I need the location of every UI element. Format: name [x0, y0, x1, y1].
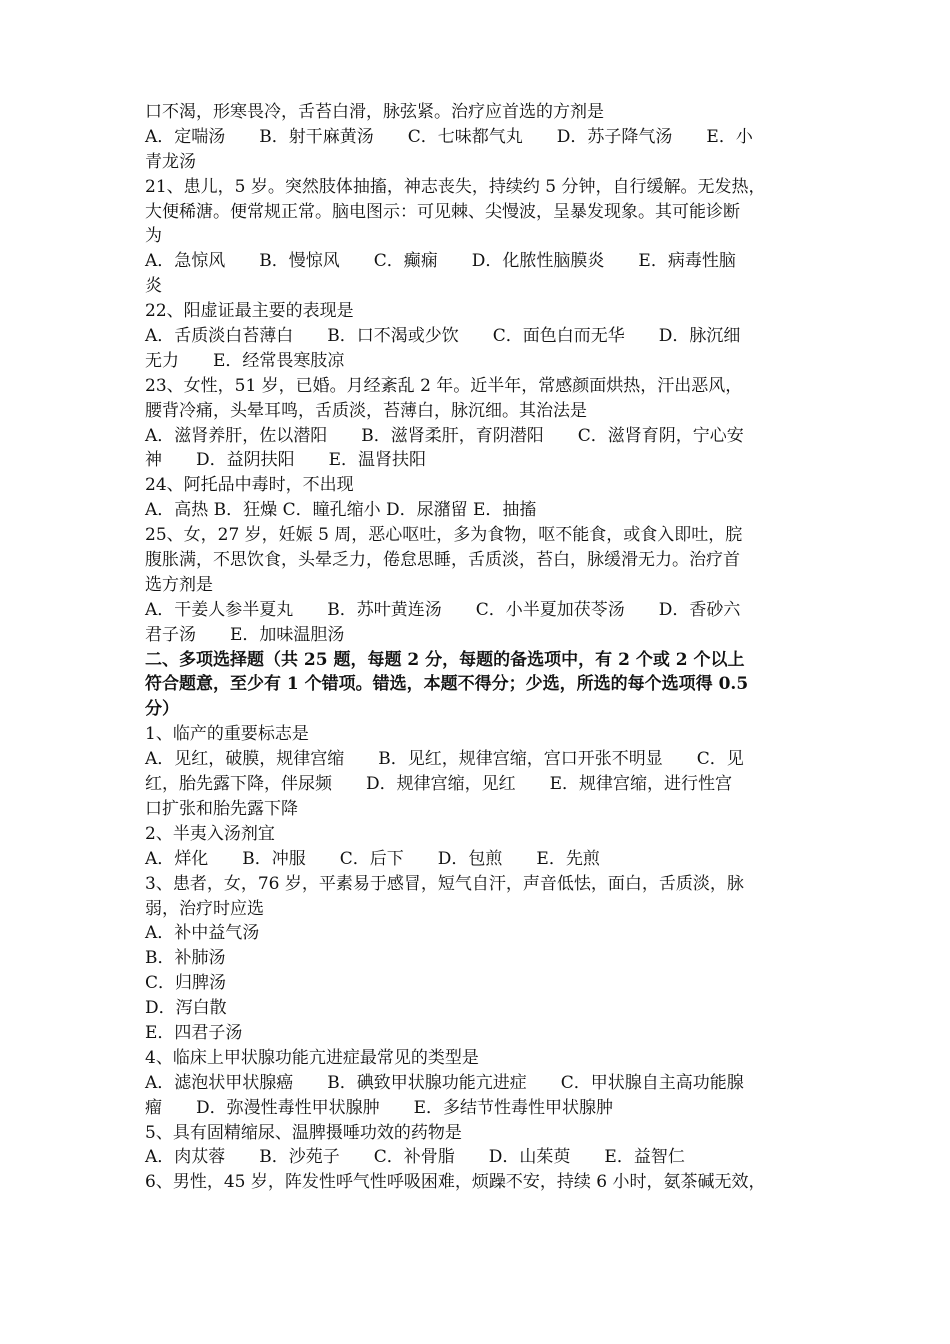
text-line: A．滤泡状甲状腺癌 B．碘致甲状腺功能亢进症 C．甲状腺自主高功能腺: [145, 1072, 744, 1093]
text-line: A．烊化 B．冲服 C．后下 D．包煎 E．先煎: [145, 848, 600, 869]
text-line: 5、具有固精缩尿、温脾摄唾功效的药物是: [145, 1122, 462, 1143]
text-line: A．急惊风 B．慢惊风 C．癫痫 D．化脓性脑膜炎 E．病毒性脑: [145, 251, 736, 272]
text-line: 弱，治疗时应选: [145, 898, 264, 919]
text-line: 口不渴，形寒畏冷，舌苔白滑，脉弦紧。治疗应首选的方剂是: [145, 102, 604, 122]
text-line: 6、男性，45 岁，阵发性呼气性呼吸困难，烦躁不安，持续 6 小时，氨茶碱无效，: [145, 1172, 766, 1193]
text-line: 22、阳虚证最主要的表现是: [145, 301, 354, 322]
text-line: 24、阿托品中毒时，不出现: [145, 475, 354, 496]
text-line: 2、半夷入汤剂宜: [145, 823, 275, 844]
section-heading-line: 二、多项选择题（共 25 题，每题 2 分，每题的备选项中，有 2 个或 2 个以上: [145, 649, 745, 670]
text-line: B．补肺汤: [145, 948, 226, 969]
text-line: 口扩张和胎先露下降: [145, 798, 298, 819]
text-line: A．定喘汤 B．射干麻黄汤 C．七味都气丸 D．苏子降气汤 E．小: [145, 126, 753, 147]
text-line: 无力 E．经常畏寒肢凉: [145, 350, 345, 371]
text-line: 君子汤 E．加味温胆汤: [145, 624, 345, 645]
section-heading-line: 符合题意，至少有 1 个错项。错选，本题不得分；少选，所选的每个选项得 0.5: [145, 674, 749, 695]
text-line: 25、女，27 岁，妊娠 5 周，恶心呕吐，多为食物，呕不能食，或食入即吐，脘: [145, 525, 743, 546]
text-line: A．滋肾养肝，佐以潜阳 B．滋肾柔肝，育阴潜阳 C．滋肾育阴，宁心安: [145, 425, 744, 446]
text-line: 选方剂是: [145, 574, 213, 595]
text-line: 23、女性，51 岁，已婚。月经紊乱 2 年。近半年，常感颜面烘热，汗出恶风，: [145, 375, 743, 396]
text-line: A．舌质淡白苔薄白 B．口不渴或少饮 C．面色白而无华 D．脉沉细: [145, 326, 741, 347]
text-line: A．见红，破膜，规律宫缩 B．见红，规律宫缩，宫口开张不明显 C．见: [145, 749, 744, 770]
text-line: A．补中益气汤: [145, 923, 260, 944]
text-line: 大便稀溏。便常规正常。脑电图示：可见棘、尖慢波，呈暴发现象。其可能诊断: [145, 201, 740, 222]
text-line: 青龙汤: [145, 151, 196, 172]
text-line: 红，胎先露下降，伴尿频 D．规律宫缩，见红 E．规律宫缩，进行性宫: [145, 774, 733, 795]
document-page: [145, 100, 810, 1195]
text-line: A．高热 B．狂燥 C．瞳孔缩小 D．尿潴留 E．抽搐: [145, 500, 537, 521]
text-line: 1、临产的重要标志是: [145, 724, 309, 745]
section-heading-line: 分）: [145, 699, 179, 720]
text-line: A．肉苁蓉 B．沙苑子 C．补骨脂 D．山茱萸 E．益智仁: [145, 1147, 685, 1168]
text-line: 炎: [145, 276, 162, 297]
text-line: A．干姜人参半夏丸 B．苏叶黄连汤 C．小半夏加茯苓汤 D．香砂六: [145, 599, 741, 620]
text-line: 腹胀满，不思饮食，头晕乏力，倦怠思睡，舌质淡，苔白，脉缓滑无力。治疗首: [145, 550, 740, 571]
text-line: 神 D．益阴扶阳 E．温肾扶阳: [145, 450, 427, 471]
text-line: 21、患儿，5 岁。突然肢体抽搐，神志丧失，持续约 5 分钟，自行缓解。无发热，: [145, 176, 766, 197]
text-line: 4、临床上甲状腺功能亢进症最常见的类型是: [145, 1047, 479, 1068]
text-line: E．四君子汤: [145, 1022, 243, 1043]
text-line: 腰背冷痛，头晕耳鸣，舌质淡，苔薄白，脉沉细。其治法是: [145, 400, 587, 421]
text-line: C．归脾汤: [145, 973, 227, 994]
text-line: 3、患者，女，76 岁，平素易于感冒，短气自汗，声音低怯，面白，舌质淡，脉: [145, 873, 744, 894]
text-line: 为: [145, 226, 162, 247]
text-line: D．泻白散: [145, 998, 227, 1019]
text-line: 瘤 D．弥漫性毒性甲状腺肿 E．多结节性毒性甲状腺肿: [145, 1097, 614, 1118]
